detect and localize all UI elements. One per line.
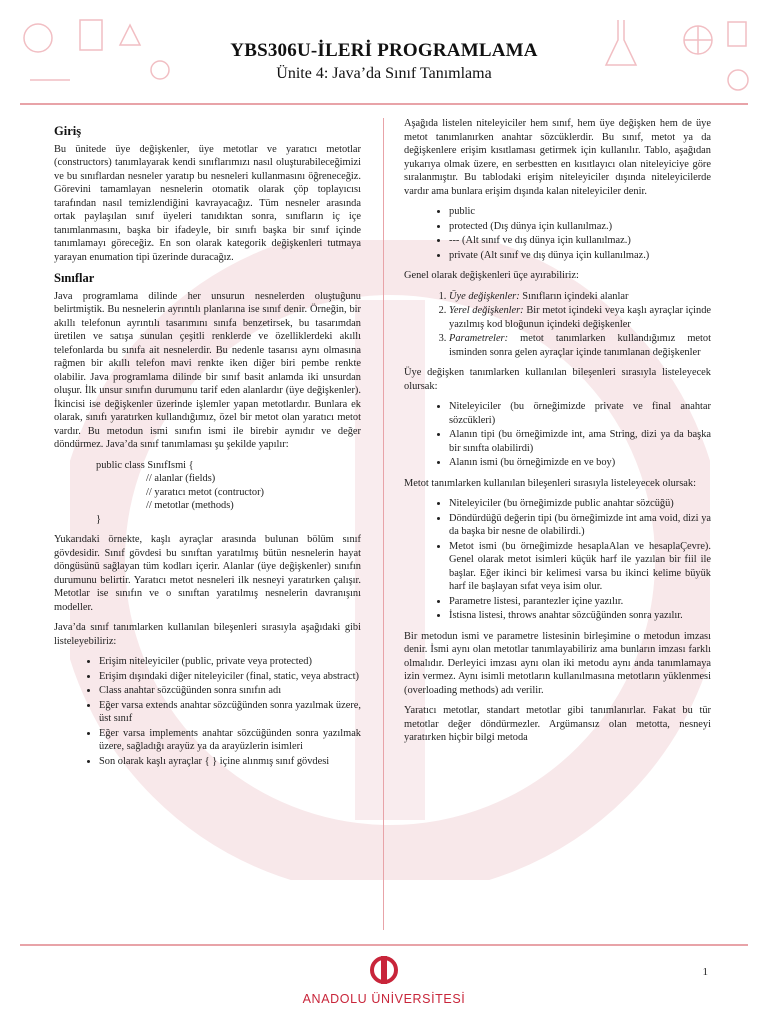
term: Yerel değişkenler:: [449, 305, 524, 316]
term: Parametreler:: [449, 333, 509, 344]
paragraph-asagida: Aşağıda listelen niteleyiciler hem sınıf, hem üye değişken hem de üye metot tanımlanırken anahtar sözcüklerdir. Bu sınıf, metot ya da değişkenlere erişim kısıtlaması getirmek için kullanılır. Tablo, aşağıdan yukarıya olmak üzere, en serbestten en kısıtlayıcı olan niteleyiciye göre sıralanmıştır. Bu tablodaki erişim niteleyiciler dışında niteleyicilerde vardır ama bunlara erişim dışında kalan niteleyiciler denir.: [404, 118, 711, 197]
code-line: // alanlar (fields): [146, 473, 216, 484]
list-item: • Class anahtar sözcüğünden sonra sınıfın adı: [99, 684, 361, 698]
code-line: // metotlar (methods): [146, 500, 234, 511]
list-item: • Parametre listesi, parantezler içine yazılır.: [449, 595, 711, 609]
page-header: [0, 40, 768, 83]
footer-rule: [20, 944, 748, 946]
list-item: • Eğer varsa implements anahtar sözcüğünden sonra yazılmak üzere, sağladığı arayüz ya da arayüzlerin isimleri: [99, 727, 361, 754]
section-heading-giris: Giriş: [54, 124, 82, 138]
paragraph-imza: Bir metodun ismi ve parametre listesinin birleşimine o metodun imzası denir. İsmi aynı olan metotlar tanımlayabiliriz ama bunların imzası farklı olmalıdır. Derleyici imzası aynı olan iki metodu aynı anda tanımlamaya izin vermez. Aynı isimli metotların kullanılmasına metotların yüklenmesi (overloading methods) adı verilir.: [404, 630, 711, 696]
term: Üye değişkenler:: [449, 290, 520, 302]
definition: metot tanımlarken kullandığımız metot isminden sonra gelen ayraçlar içinde tanımlanan değişkenler: [449, 333, 711, 358]
list-item: • Erişim dışındaki diğer niteleyiciler (final, static, veya abstract): [99, 670, 361, 684]
list-item: • İstisna listesi, throws anahtar sözcüğünden sonra yazılır.: [449, 609, 711, 623]
list-item: • --- (Alt sınıf ve dış dünya için kullanılmaz.): [449, 234, 711, 248]
list-item: • public: [449, 205, 711, 219]
definition: Sınıfların içindeki alanlar: [519, 290, 629, 302]
paragraph-giris: Bu ünitede üye değişkenler, üye metotlar ve yaratıcı metotlar (constructors) tanımlayarak kendi sınıflarımızı nasıl oluşturabileceğimizi ve bu sınıflardan nesneler yaratıp bu nesneleri kullanmasını öğreneceğiz. Görevini tamamlayan nesnelerin otomatik olarak çöp toplayıcısı tarafından nasıl temizlendiğini kavrayacağız. Tüm nesneler arasında ortak paylaşılan sınıf üyeleri tanıdıktan sonra, sınıfların iç içe tanımlanmasını, başka bir ifadeyle, bir sınıfı başka bir sınıf içinde tanımlamayı göreceğiz. En son olarak kategorik değişkenleri tutmaya yarayan enumation tipi üzerinde duracağız.: [54, 143, 361, 263]
left-column: [54, 117, 361, 775]
definition: Bir metot içindeki veya kaşlı ayraçlar içinde yazılmış kod bloğunun içindeki değişkenler: [449, 305, 712, 330]
list-item: • Niteleyiciler (bu örneğimizde public anahtar sözcüğü): [449, 497, 711, 511]
access-modifier-list: [404, 205, 711, 262]
class-components-list: [54, 655, 361, 768]
paragraph-siniflar: Java programlama dilinde her unsurun nesnelerden oluştuğunu belirtmiştik. Bu nesnelerin ayrıntılı planlarına ise sınıf denir. Örneğin, bir akıllı telefonun ayrıntılı tasarımını sınıfa benzetirsek, bu tasarımdan üretilen ve satışa sunulan çeşitli renklerde ve özelliklerdeki akıllı telefonlarda bu sınıfa ait nesnelerdir. Bu nedenle tasarısı aynı olmasına rağmen bir akıllı telefon mavi renkte iken diğer biri pembe renkte olabilir. Java programlama dilinde bir sınıf basit anlamda iki unsurdan oluşur. İlk unsur sınıfın durumunu tarif eden alanlardır (üye değişkenler). İkincisi ise değişkenler üzerinde işlemler yapan metotlardır. Bunlara ek olarak, sınıfı yaratırken kullandığımız, özel bir metot olan yaratıcı metot vardır. Bu metodun ismi sınıfın ismi ile birebir aynıdır ve değer döndürmez. Java’da sınıf tanımlaması şu şekilde yapılır:: [54, 290, 361, 450]
paragraph-metot: Metot tanımlarken kullanılan bileşenleri sırasıyla listeleyecek olursak:: [404, 477, 697, 489]
university-name: ANADOLU ÜNİVERSİTESİ: [302, 992, 466, 1006]
unit-subtitle: Ünite 4: Java’da Sınıf Tanımlama: [276, 65, 492, 82]
code-block: [54, 459, 361, 527]
member-variable-components-list: [404, 400, 711, 470]
document-title: YBS306U-İLERİ PROGRAMLAMA: [230, 40, 538, 61]
list-item: • Metot ismi (bu örneğimizde hesaplaAlan ve hesaplaÇevre). Genel olarak metot isimleri küçük harf ile yazılan bir fiil ile başlar. Eğer ikinci bir kelimesi varsa bu ikinci kelime büyük harf ile başlayan sıfat veya isim olur.: [449, 540, 711, 594]
university-logo: [0, 955, 768, 1006]
list-item: • Erişim niteleyiciler (public, private veya protected): [99, 655, 361, 669]
right-column: [404, 117, 711, 752]
paragraph-genel: Genel olarak değişkenleri üçe ayırabiliriz:: [404, 270, 579, 281]
list-item: • private (Alt sınıf ve dış dünya için kullanılmaz.): [449, 249, 711, 263]
paragraph-bilesenler: Java’da sınıf tanımlarken kullanılan bileşenleri sırasıyla aşağıdaki gibi listeleyebiliriz:: [54, 622, 361, 647]
code-line: public class SınıfIsmi {: [96, 459, 194, 471]
list-item: • Son olarak kaşlı ayraçlar { } içine alınmış sınıf gövdesi: [99, 755, 361, 769]
paragraph-yaratici: Yaratıcı metotlar, standart metotlar gibi tanımlanırlar. Fakat bu tür metotlar değer döndürmezler. Argümansız olan metotta, nesneyi yaratırken hiçbir bilgi metoda: [404, 705, 711, 743]
list-item: • Niteleyiciler (bu örneğimizde private ve final anahtar sözcükleri): [449, 400, 711, 427]
list-item: • Alanın ismi (bu örneğimizde en ve boy): [449, 456, 711, 470]
list-item: [449, 290, 711, 304]
section-heading-siniflar: Sınıflar: [54, 271, 95, 285]
method-components-list: [404, 497, 711, 623]
paragraph-uye: Üye değişken tanımlarken kullanılan bileşenleri sırasıyla listeleyecek olursak:: [404, 367, 711, 392]
column-divider: [383, 118, 384, 930]
list-item: • Eğer varsa extends anahtar sözcüğünden sonra yazılmak üzere, üst sınıf: [99, 699, 361, 726]
paragraph-yukaridaki: Yukarıdaki örnekte, kaşlı ayraçlar arasında bulunan bölüm sınıf gövdesidir. Sınıf gövdesi bu sınıftan yaratılmış bütün nesnelerin hayat döngüsünü sağlayan tüm kodları içerir. Alanlar (üye değişkenler) sınıfın durumunu belirtir. Yaratıcı metot nesneleri ilk nesneyi yaratırken çalışır. Metotlar ise sınıfın ve o sınıftan yaratılmış nesnelerin davranışını modeller.: [54, 534, 361, 613]
code-line: }: [96, 513, 101, 525]
list-item: [449, 332, 711, 359]
code-line: // yaratıcı metot (contructor): [146, 486, 265, 498]
page-number: 1: [702, 966, 708, 978]
list-item: [449, 304, 711, 331]
variable-types-list: [404, 290, 711, 360]
list-item: • protected (Dış dünya için kullanılmaz.): [449, 220, 711, 234]
header-rule: [20, 103, 748, 105]
anadolu-logo-icon: [367, 955, 401, 985]
list-item: • Döndürdüğü değerin tipi (bu örneğimizde int ama void, dizi ya da başka bir nesne de olabilirdi.): [449, 512, 711, 539]
list-item: • Alanın tipi (bu örneğimizde int, ama String, dizi ya da başka bir sınıfta olabilirdi): [449, 428, 711, 455]
